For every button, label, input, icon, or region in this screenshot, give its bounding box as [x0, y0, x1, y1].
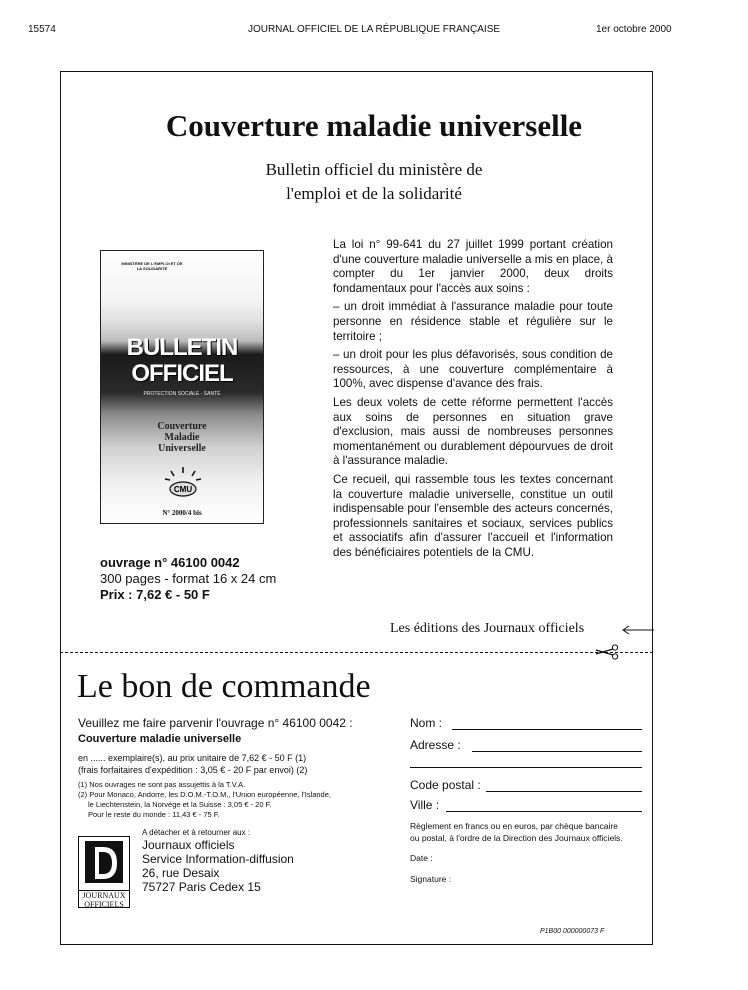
address-line: 75727 Paris Cedex 15 — [142, 880, 261, 894]
bulletin-cover — [100, 250, 264, 524]
reference-code: P1B00 000000073 F — [540, 928, 605, 935]
payment-info — [410, 820, 623, 844]
nom-field[interactable] — [452, 729, 642, 730]
order-details — [78, 716, 378, 840]
cover-cmu-line-2: Maladie — [164, 432, 200, 443]
adresse-field-line-2[interactable] — [410, 767, 642, 768]
return-label: A détacher et à retourner aux : — [142, 828, 251, 837]
subtitle-line-2: l'emploi et de la solidarité — [286, 184, 462, 203]
order-book-title: Couverture maladie universelle — [78, 733, 242, 745]
signature-label: Signature : — [410, 874, 452, 884]
product-price: Prix : 7,62 € - 50 F — [100, 587, 210, 602]
return-address — [142, 838, 294, 894]
order-request: Veuillez me faire parvenir l'ouvrage n° 46100 0042 : — [78, 716, 353, 730]
cover-title-line-1: BULLETIN — [126, 334, 238, 361]
cover-ministry: MINISTÈRE DE L'EMPLOI ET DE LA SOLIDARITÉ — [121, 261, 183, 271]
cmu-logo-text: CMU — [173, 485, 193, 494]
cover-small-text: PROTECTION SOCIALE - SANTÉ — [143, 391, 221, 397]
product-info — [100, 555, 276, 603]
cover-number: N° 2000/4 bis — [162, 509, 202, 517]
address-line: Service Information-diffusion — [142, 852, 294, 866]
order-note-2b: le Liechtenstein, la Norvège et la Suisse : 3,05 € - 20 F. — [88, 800, 272, 809]
scissors-icon — [594, 644, 622, 660]
issue-date: 1er octobre 2000 — [596, 24, 672, 35]
cover-cmu-line-3: Universelle — [158, 443, 206, 454]
order-shipping-line: (frais forfaitaires d'expédition : 3,05 € - 20 F par envoi) (2) — [78, 765, 308, 775]
product-reference: ouvrage n° 46100 0042 — [100, 555, 240, 570]
nom-label: Nom : — [410, 716, 443, 730]
jo-logo-icon — [79, 837, 129, 885]
body-paragraph: Les deux volets de cette réforme permettent l'accès aux soins de personnes en situation grave d'exclusion, mais aussi de nombreuses personnes momentanément ou durablement dépourvues de droit à l'assurance maladie. — [333, 395, 613, 468]
cover-cmu-title — [101, 421, 263, 454]
body-text — [333, 238, 613, 564]
journaux-officiels-logo — [78, 836, 130, 908]
page-number: 15574 — [28, 24, 56, 35]
cover-title — [101, 335, 263, 387]
code-postal-field[interactable] — [486, 791, 642, 792]
code-postal-label: Code postal : — [410, 778, 481, 792]
ville-field[interactable] — [446, 811, 642, 812]
order-quantity-line: en ...... exemplaire(s), au prix unitaire de 7,62 € - 50 F (1) — [78, 753, 307, 763]
journal-title: JOURNAL OFFICIEL DE LA RÉPUBLIQUE FRANÇAISE — [247, 24, 501, 35]
subtitle-line-1: Bulletin officiel du ministère de — [265, 160, 483, 179]
cover-title-line-2: OFFICIEL — [131, 360, 233, 387]
page-title: Couverture maladie universelle — [165, 108, 583, 143]
order-note-1: (1) Nos ouvrages ne sont pas assujettis à la T.V.A. — [78, 780, 246, 789]
address-line: 26, rue Desaix — [142, 866, 220, 880]
ville-label: Ville : — [410, 798, 440, 812]
jo-logo-text — [79, 890, 129, 909]
order-note-2c: Pour le reste du monde : 11,43 € - 75 F. — [88, 810, 220, 819]
arrow-left-icon — [620, 624, 654, 636]
order-note-2a: (2) Pour Monaco, Andorre, les D.O.M.-T.O.M., l'Union européenne, l'Islande, — [78, 790, 331, 799]
cover-cmu-line-1: Couverture — [157, 421, 207, 432]
editions-credit: Les éditions des Journaux officiels — [390, 621, 585, 636]
date-label: Date : — [410, 853, 433, 863]
payment-line-2: ou postal, à l'ordre de la Direction des Journaux officiels. — [410, 833, 623, 843]
body-paragraph: – un droit pour les plus défavorisés, sous condition de ressources, à une couverture complémentaire à 100%, avec dispense d'avance des frais. — [333, 348, 613, 391]
address-line: Journaux officiels — [142, 838, 235, 852]
product-pages: 300 pages - format 16 x 24 cm — [100, 571, 277, 586]
cut-line — [60, 652, 653, 653]
adresse-field[interactable] — [472, 751, 642, 752]
cmu-logo-icon — [161, 465, 205, 499]
adresse-label: Adresse : — [410, 738, 461, 752]
body-paragraph: – un droit immédiat à l'assurance maladie pour toute personne en résidence stable et régulière sur le territoire ; — [333, 300, 613, 343]
order-title: Le bon de commande — [77, 668, 371, 705]
jo-logo-line-1: JOURNAUX — [82, 891, 126, 900]
body-paragraph: Ce recueil, qui rassemble tous les textes concernant la couverture maladie universelle, constitue un outil indispensable pour l'ensemble des acteurs concernés, professionnels sanitaires et sociaux, services publics et associatifs afin d'assurer l'accueil et l'information des bénéficiaires potentiels de la CMU. — [333, 472, 613, 559]
body-paragraph: La loi n° 99-641 du 27 juillet 1999 portant création d'une couverture maladie universelle a mis en place, à compter du 1er janvier 2000, deux droits fondamentaux pour l'accès aux soins : — [333, 238, 613, 295]
payment-line-1: Règlement en francs ou en euros, par chèque bancaire — [410, 821, 618, 831]
jo-logo-line-2: OFFICIELS — [84, 900, 124, 909]
